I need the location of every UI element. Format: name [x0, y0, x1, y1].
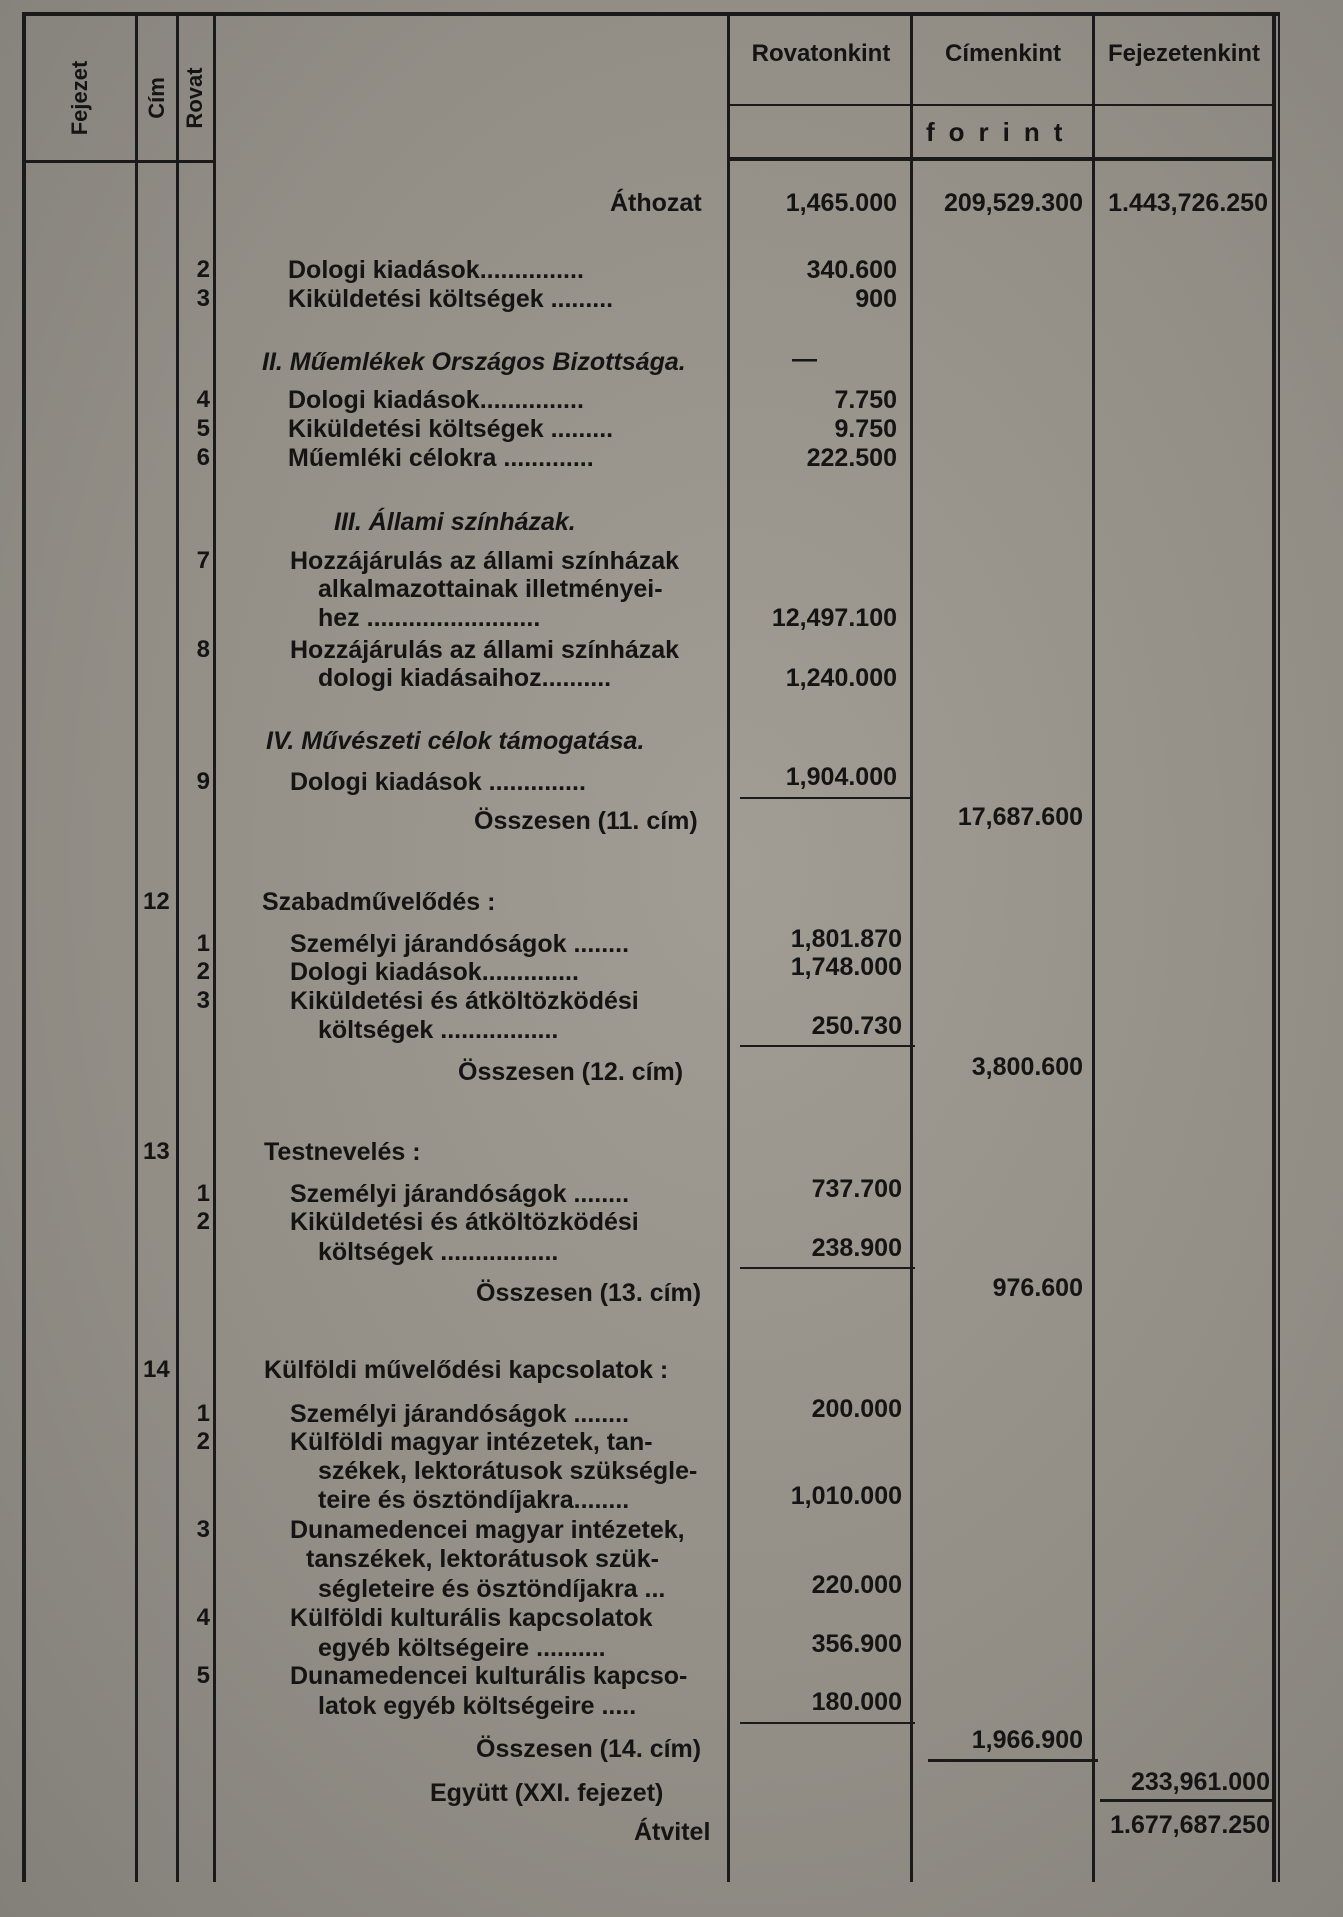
section-13-title: Testnevelés :: [264, 1138, 421, 1166]
header-unit-forint: forint: [926, 117, 1077, 147]
carry-in-rovat: 1,465.000: [785, 189, 897, 217]
line-item-label-cont: latok egyéb költségeire .....: [318, 1692, 637, 1720]
section-iii-title: III. Állami színházak.: [334, 508, 576, 536]
rovatonkint-divider: [910, 12, 913, 1882]
line-item-amount: 238.900: [811, 1234, 902, 1262]
line-item-label: Dunamedencei kulturális kapcso-: [290, 1662, 688, 1690]
line-item-label: Személyi járandóságok ........: [290, 1400, 630, 1428]
line-item-label: Külföldi kulturális kapcsolatok: [290, 1604, 653, 1632]
line-item-label: Műemléki célokra .............: [288, 444, 594, 472]
line-item-label-cont: egyéb költségeire ..........: [318, 1634, 606, 1662]
right-border-outer: [1278, 12, 1280, 1882]
line-item-label: Dunamedencei magyar intézetek,: [290, 1516, 685, 1544]
chapter-total-amount: 233,961.000: [1130, 1768, 1270, 1796]
rovat-number: 3: [196, 285, 210, 312]
line-item-amount: 900: [855, 285, 897, 313]
header-cim: Cím: [144, 77, 169, 119]
line-item-label: Dologi kiadások..............: [290, 958, 579, 986]
line-item-label: Személyi járandóságok ........: [290, 930, 630, 958]
rovat-number: 1: [196, 930, 210, 957]
rovat-number: 9: [196, 768, 210, 795]
rovat-number: 4: [196, 1604, 210, 1631]
cim-total: 976.600: [992, 1274, 1083, 1302]
cim-number: 14: [143, 1356, 170, 1383]
line-item-amount: 1,010.000: [790, 1482, 902, 1510]
carry-in-cim: 209,529.300: [943, 189, 1083, 217]
total-label: Összesen (13. cím): [476, 1279, 702, 1307]
line-item-amount: 1,240.000: [785, 664, 897, 692]
line-item-label: Külföldi magyar intézetek, tan-: [290, 1428, 653, 1456]
header-fejezet: Fejezet: [67, 60, 92, 136]
header-bottom-left: [24, 160, 216, 163]
header-fejezetenkint: Fejezetenkint: [1107, 40, 1261, 67]
line-item-label-cont: alkalmazottainak illetményei-: [318, 575, 663, 603]
right-border: [1272, 12, 1276, 1882]
line-item-label: Dologi kiadások ..............: [290, 768, 586, 796]
rovat-divider: [213, 12, 216, 1882]
header-rovatonkint: Rovatonkint: [751, 40, 891, 67]
line-item-amount: 356.900: [811, 1630, 902, 1658]
chapter-total-rule: [1100, 1799, 1274, 1802]
section-14-title: Külföldi művelődési kapcsolatok :: [264, 1356, 669, 1384]
fejezet-divider: [135, 12, 138, 1882]
line-item-amount: 340.600: [806, 256, 897, 284]
rovat-number: 4: [196, 386, 210, 413]
section-ii-title: II. Műemlékek Országos Bizottsága.: [262, 348, 686, 376]
chapter-total-label: Együtt (XXI. fejezet): [430, 1779, 664, 1807]
line-item-label: Kiküldetési és átköltözködési: [290, 1208, 639, 1236]
rovat-number: 2: [196, 256, 210, 283]
cim-total-rule: [928, 1759, 1098, 1762]
subtotal-rule: [740, 1722, 915, 1724]
line-item-amount: 220.000: [811, 1571, 902, 1599]
total-label: Összesen (11. cím): [474, 807, 698, 835]
rovat-number: 6: [196, 444, 210, 471]
total-label: Összesen (12. cím): [458, 1058, 684, 1086]
section-ii-dash: —: [792, 345, 817, 373]
line-item-amount: 200.000: [811, 1395, 902, 1423]
line-item-label: Hozzájárulás az állami színházak: [290, 636, 680, 664]
line-item-label: Dologi kiadások...............: [288, 256, 584, 284]
rovat-number: 5: [196, 1662, 210, 1689]
cim-number: 13: [143, 1138, 170, 1165]
line-item-amount: 12,497.100: [771, 604, 897, 632]
line-item-label-cont: dologi kiadásaihoz..........: [318, 664, 612, 692]
line-item-label: Személyi járandóságok ........: [290, 1180, 630, 1208]
rovat-number: 8: [196, 636, 210, 663]
line-item-label: Hozzájárulás az állami színházak: [290, 547, 680, 575]
header-rovat: Rovat: [182, 67, 207, 129]
subtotal-rule: [740, 797, 910, 799]
rovat-number: 2: [196, 958, 210, 985]
carry-out-label: Átvitel: [634, 1818, 711, 1846]
line-item-amount: 1,904.000: [785, 763, 897, 791]
subtotal-rule: [740, 1267, 915, 1269]
line-item-label-cont: hez .........................: [318, 604, 541, 632]
line-item-label-cont: költségek .................: [318, 1016, 559, 1044]
cim-number: 12: [143, 888, 170, 915]
rovat-number: 1: [196, 1180, 210, 1207]
line-item-label-cont: tanszékek, lektorátusok szük-: [306, 1545, 659, 1573]
rovat-number: 3: [196, 987, 210, 1014]
line-item-label-cont: székek, lektorátusok szükségle-: [318, 1457, 698, 1485]
line-item-amount: 7.750: [834, 386, 897, 414]
line-item-amount: 737.700: [811, 1175, 902, 1203]
rovat-number: 2: [196, 1428, 210, 1455]
line-item-label-cont: ségleteire és ösztöndíjakra ...: [318, 1575, 666, 1603]
line-item-amount: 180.000: [811, 1688, 902, 1716]
left-border: [22, 12, 26, 1882]
header-bottom-right: [729, 157, 1274, 161]
rovat-number: 5: [196, 415, 210, 442]
header-cimenkint: Címenkint: [944, 40, 1061, 67]
section-12-title: Szabadművelődés :: [262, 888, 496, 916]
carry-out-amount: 1.677,687.250: [1110, 1811, 1270, 1839]
cim-divider: [176, 12, 179, 1882]
subtotal-rule: [740, 1045, 915, 1047]
line-item-label-cont: teire és ösztöndíjakra........: [318, 1486, 630, 1514]
rovat-number: 3: [196, 1516, 210, 1543]
carry-in-fejezet: 1.443,726.250: [1108, 189, 1268, 217]
line-item-label: Kiküldetési költségek .........: [288, 285, 614, 313]
line-item-label: Dologi kiadások...............: [288, 386, 584, 414]
header-mid-line: [729, 104, 1274, 106]
cim-total: 17,687.600: [957, 803, 1083, 831]
cimenkint-divider: [1092, 12, 1095, 1882]
line-item-amount: 222.500: [806, 444, 897, 472]
rovat-number: 1: [196, 1400, 210, 1427]
cim-total: 1,966.900: [971, 1726, 1083, 1754]
line-item-label-cont: költségek .................: [318, 1238, 559, 1266]
line-item-amount: 250.730: [811, 1012, 902, 1040]
line-item-amount: 1,748.000: [790, 953, 902, 981]
line-item-label: Kiküldetési és átköltözködési: [290, 987, 639, 1015]
line-item-amount: 9.750: [834, 415, 897, 443]
rovat-number: 2: [196, 1208, 210, 1235]
carry-in-label: Áthozat: [610, 189, 702, 217]
line-item-label: Kiküldetési költségek .........: [288, 415, 614, 443]
total-label: Összesen (14. cím): [476, 1735, 702, 1763]
section-iv-title: IV. Művészeti célok támogatása.: [266, 727, 645, 755]
line-item-amount: 1,801.870: [790, 925, 902, 953]
cim-total: 3,800.600: [971, 1053, 1083, 1081]
rovat-number: 7: [196, 547, 210, 574]
